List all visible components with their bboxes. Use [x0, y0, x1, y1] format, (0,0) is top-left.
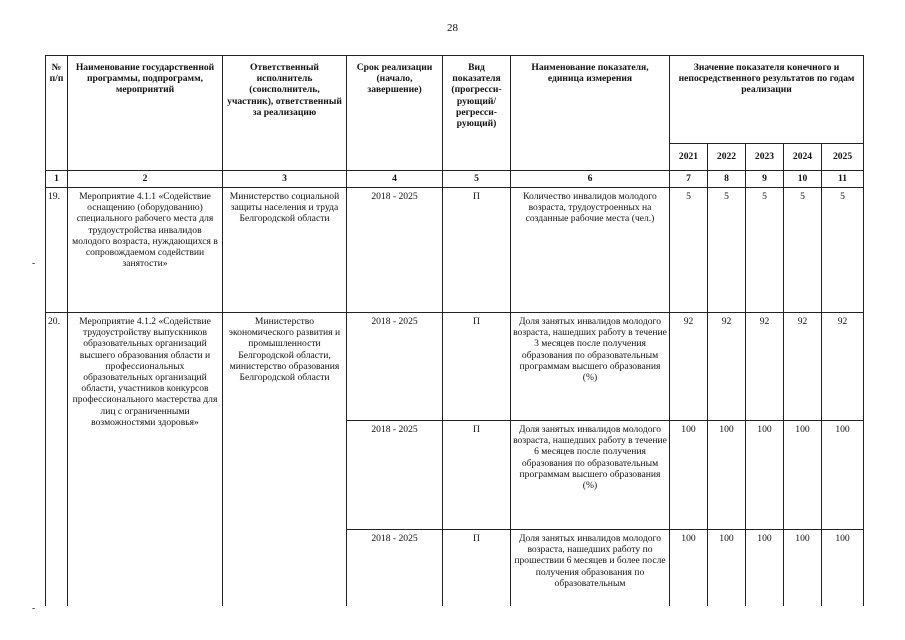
header-year: 2023 [746, 144, 784, 171]
executor: Министерство экономического развития и промышленности Белгородской области, министерство образования Белгородской области [223, 313, 347, 607]
value-cell: 92 [822, 313, 864, 421]
column-number: 11 [822, 171, 864, 188]
value-cell: 5 [708, 188, 746, 313]
value-cell: 92 [784, 313, 822, 421]
value-cell: 92 [746, 313, 784, 421]
column-number: 9 [746, 171, 784, 188]
scan-mark: - [32, 603, 36, 614]
value-cell: 5 [670, 188, 708, 313]
header-year: 2024 [784, 144, 822, 171]
value-cell: 100 [746, 421, 784, 530]
period: 2018 - 2025 [347, 530, 443, 607]
header-program-name: Наименование государственной программы, подпрограмм, мероприятий [68, 56, 223, 171]
column-number: 10 [784, 171, 822, 188]
scan-mark: - [32, 258, 36, 269]
column-numbers-row [46, 171, 864, 188]
executor: Министерство социальной защиты населения и труда Белгородской области [223, 188, 347, 313]
indicator-type: П [443, 421, 511, 530]
table-row [46, 313, 864, 421]
value-cell: 5 [784, 188, 822, 313]
value-cell: 100 [708, 421, 746, 530]
header-number: № п/п [46, 56, 68, 171]
header-year: 2021 [670, 144, 708, 171]
column-number: 1 [46, 171, 68, 188]
header-values: Значение показателя конечного и непосредственного результатов по годам реализации [670, 56, 864, 144]
measure-name: Мероприятие 4.1.2 «Содействие трудоустройству выпускников образовательных организаций высшего образования области и профессиональных образовательных организаций области, участников конкурсов профессионального мастерства для лиц с ограниченными возможностями здоровья» [68, 313, 223, 607]
indicator-name: Доля занятых инвалидов молодого возраста, нашедших работу в течение 3 месяцев после получения образования по образовательным программам высшего образования (%) [511, 313, 670, 421]
value-cell: 100 [708, 530, 746, 607]
indicator-name: Количество инвалидов молодого возраста, трудоустроенных на созданные рабочие места (чел.) [511, 188, 670, 313]
header-indicator-type: Вид показателя (прогресси-рующий/ регресси-рующий) [443, 56, 511, 171]
value-cell: 100 [746, 530, 784, 607]
header-year: 2025 [822, 144, 864, 171]
value-cell: 100 [670, 421, 708, 530]
indicator-name: Доля занятых инвалидов молодого возраста, нашедших работу в течение 6 месяцев после получения образования по образовательным программам высшего образования (%) [511, 421, 670, 530]
column-number: 7 [670, 171, 708, 188]
value-cell: 100 [670, 530, 708, 607]
indicator-type: П [443, 188, 511, 313]
row-number: 20. [46, 313, 68, 607]
row-number: 19. [46, 188, 68, 313]
page-number: 28 [447, 22, 458, 34]
column-number: 8 [708, 171, 746, 188]
value-cell: 100 [822, 421, 864, 530]
header-indicator-name: Наименование показателя, единица измерения [511, 56, 670, 171]
indicator-type: П [443, 530, 511, 607]
table-row [46, 188, 864, 313]
column-number: 6 [511, 171, 670, 188]
value-cell: 100 [822, 530, 864, 607]
indicator-table [45, 55, 864, 606]
value-cell: 92 [670, 313, 708, 421]
value-cell: 100 [784, 421, 822, 530]
header-executor: Ответственный исполнитель (соисполнитель, участник), ответственный за реализацию [223, 56, 347, 171]
value-cell: 5 [746, 188, 784, 313]
header-period: Срок реализации (начало, завершение) [347, 56, 443, 171]
period: 2018 - 2025 [347, 421, 443, 530]
column-number: 5 [443, 171, 511, 188]
column-number: 4 [347, 171, 443, 188]
column-number: 2 [68, 171, 223, 188]
period: 2018 - 2025 [347, 313, 443, 421]
measure-name: Мероприятие 4.1.1 «Содействие оснащению (оборудованию) специального рабочего места для трудоустройства инвалидов молодого возраста, нуждающихся в сопровождаемом содействии занятости» [68, 188, 223, 313]
value-cell: 100 [784, 530, 822, 607]
indicator-type: П [443, 313, 511, 421]
indicator-name: Доля занятых инвалидов молодого возраста, нашедших работу по прошествии 6 месяцев и более после получения образования по образовательным [511, 530, 670, 607]
period: 2018 - 2025 [347, 188, 443, 313]
value-cell: 5 [822, 188, 864, 313]
header-year: 2022 [708, 144, 746, 171]
column-number: 3 [223, 171, 347, 188]
value-cell: 92 [708, 313, 746, 421]
